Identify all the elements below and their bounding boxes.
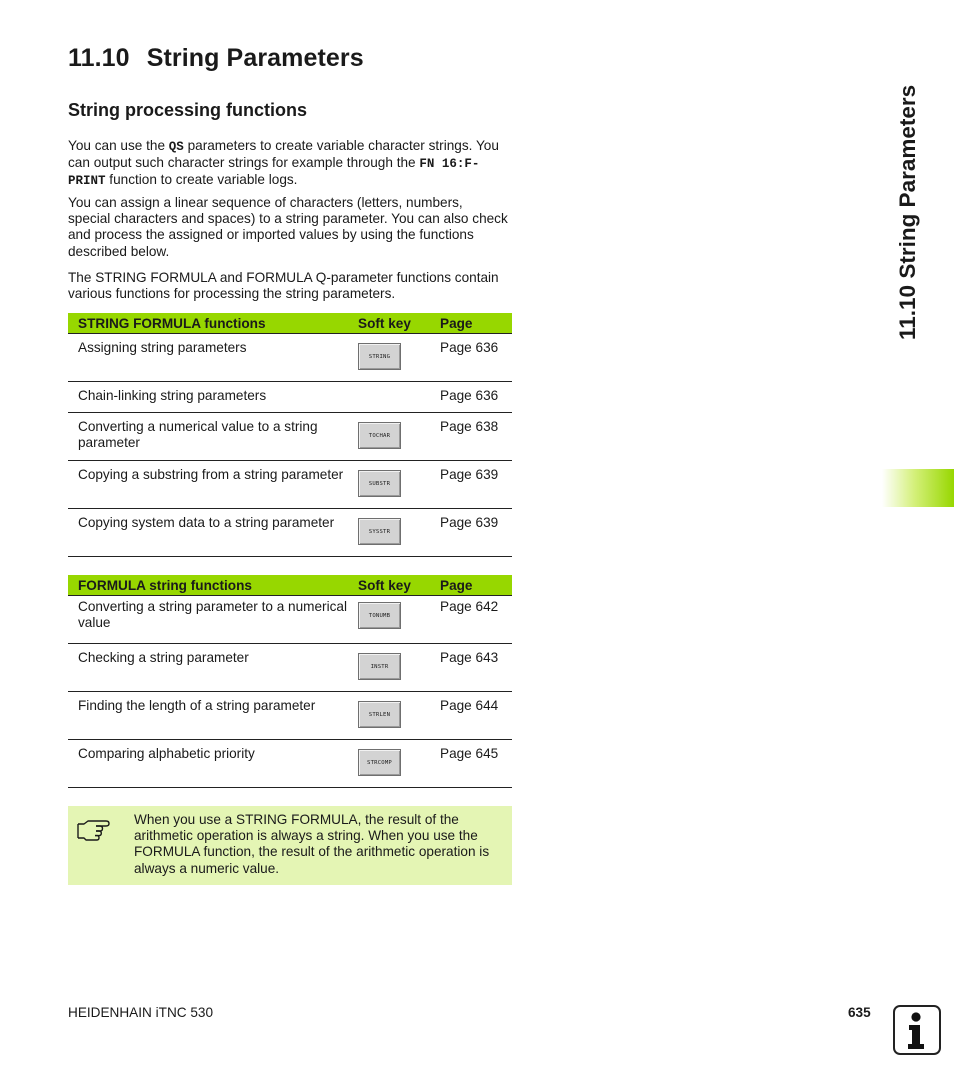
table-row (68, 461, 512, 509)
softkey-tochar: TOCHAR (358, 422, 401, 449)
table-row (68, 692, 512, 740)
page-cell: Page 636 (430, 382, 512, 413)
chapter-tab (882, 469, 954, 507)
softkey-strlen: STRLEN (358, 701, 401, 728)
pointing-hand-icon (76, 816, 112, 847)
intro-paragraph-1: You can use the QS parameters to create variable character strings. You can output such character strings for example through the FN 16:F-PRINT function to create variable logs. (68, 138, 499, 189)
function-cell: Chain-linking string parameters (68, 382, 348, 413)
subsection-title: String processing functions (68, 100, 308, 120)
column-header-function: STRING FORMULA functions (68, 313, 348, 334)
page-cell: Page 639 (430, 509, 512, 557)
function-cell: Copying system data to a string parameter (68, 509, 348, 557)
softkey-instr: INSTR (358, 653, 401, 680)
table-row (68, 382, 512, 413)
table-row (68, 413, 512, 461)
function-cell: Finding the length of a string parameter (68, 692, 348, 740)
softkey-string: STRING (358, 343, 401, 370)
column-header-function: FORMULA string functions (68, 575, 348, 596)
side-chapter-title: 11.10 String Parameters (895, 84, 920, 340)
table-row (68, 334, 512, 382)
code-fn16: FN 16:F-PRINT (68, 157, 480, 189)
softkey-strcomp: STRCOMP (358, 749, 401, 776)
function-cell: Copying a substring from a string parameter (68, 461, 348, 509)
footer-manual-name: HEIDENHAIN iTNC 530 (68, 1005, 214, 1020)
function-cell: Comparing alphabetic priority (68, 740, 348, 788)
intro-paragraph-2: You can assign a linear sequence of characters (letters, numbers, special characters and spaces) to a string parameter. You can also check and process the assigned or imported values by using the functions described below. (68, 195, 508, 259)
table-row (68, 509, 512, 557)
page-cell: Page 638 (430, 413, 512, 461)
column-header-page: Page (430, 313, 512, 334)
section-title (68, 44, 364, 73)
info-icon (893, 1005, 941, 1055)
function-cell: Converting a string parameter to a numerical value (68, 596, 348, 644)
table-row (68, 740, 512, 788)
page-cell: Page 639 (430, 461, 512, 509)
page-cell: Page 636 (430, 334, 512, 382)
column-header-softkey: Soft key (348, 575, 430, 596)
note-box (68, 806, 512, 885)
table-row (68, 596, 512, 644)
page-cell: Page 643 (430, 644, 512, 692)
intro-paragraph-3: The STRING FORMULA and FORMULA Q-parameter functions contain various functions for processing the string parameters. (68, 270, 499, 302)
function-cell: Assigning string parameters (68, 334, 348, 382)
formula-string-table (68, 575, 512, 788)
softkey-substr: SUBSTR (358, 470, 401, 497)
table-header-row (68, 575, 512, 596)
table-row (68, 644, 512, 692)
section-number: 11.10 (68, 44, 130, 72)
page-cell: Page 645 (430, 740, 512, 788)
code-qs: QS (168, 140, 184, 154)
note-text: When you use a STRING FORMULA, the result of the arithmetic operation is always a string. When you use the FORMULA function, the result of the arithmetic operation is always a numeric value. (134, 812, 490, 876)
table-header-row (68, 313, 512, 334)
page-number: 635 (848, 1005, 871, 1020)
softkey-tonumb: TONUMB (358, 602, 401, 629)
string-formula-table (68, 313, 512, 557)
column-header-softkey: Soft key (348, 313, 430, 334)
page-cell: Page 642 (430, 596, 512, 644)
function-cell: Converting a numerical value to a string parameter (68, 413, 348, 461)
function-cell: Checking a string parameter (68, 644, 348, 692)
section-title-text: String Parameters (146, 44, 364, 72)
softkey-sysstr: SYSSTR (358, 518, 401, 545)
page-cell: Page 644 (430, 692, 512, 740)
column-header-page: Page (430, 575, 512, 596)
